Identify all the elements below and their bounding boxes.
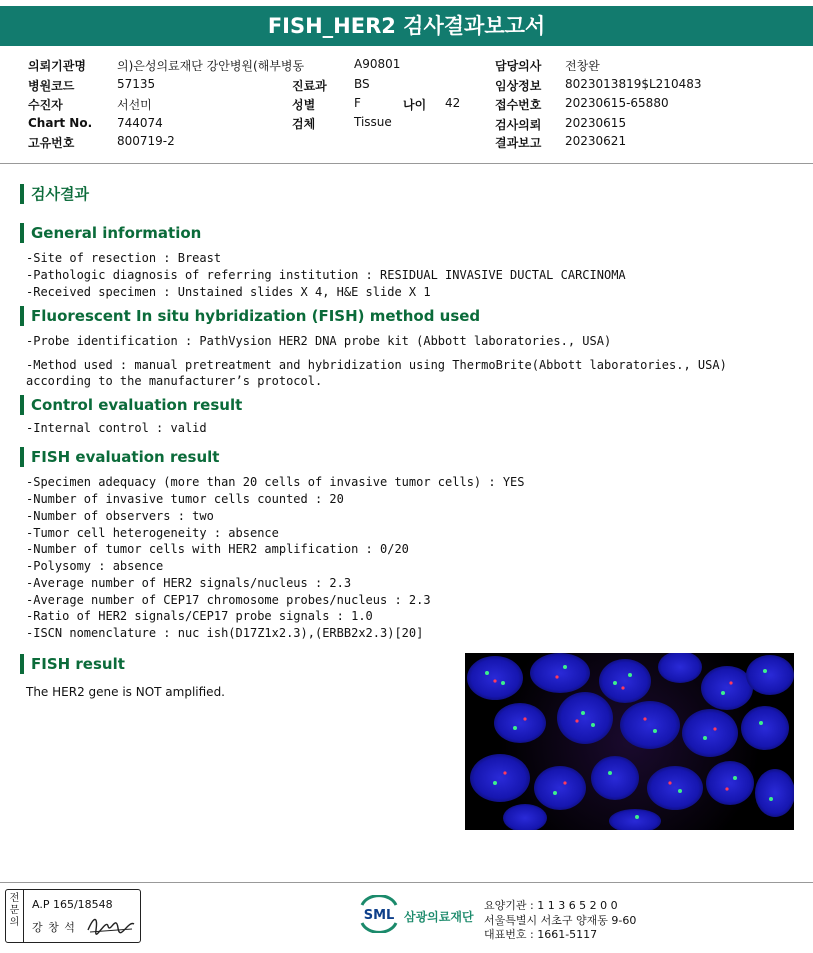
clinical-info-value: 8023013819$L210483 — [565, 77, 702, 91]
sex-label: 성별 — [292, 98, 316, 112]
control-title: Control evaluation result — [20, 395, 242, 415]
evaluation-line: -Specimen adequacy (more than 20 cells of invasive tumor cells) : YES — [26, 475, 525, 489]
header-divider — [0, 163, 813, 164]
evaluation-line: -Ratio of HER2 signals/CEP17 probe signals : 1.0 — [26, 609, 373, 623]
age-label: 나이 — [403, 98, 427, 112]
pathologist-stamp — [5, 889, 141, 943]
logo-mark-text: SML — [363, 908, 395, 923]
evaluation-line: -Average number of HER2 signals/nucleus : 2.3 — [26, 576, 352, 590]
hospital-code-value: 57135 — [117, 77, 156, 91]
evaluation-line: -ISCN nomenclature : nuc ish(D17Z1x2.3),(ERBB2x2.3)[20] — [26, 626, 424, 640]
evaluation-line: -Tumor cell heterogeneity : absence — [26, 526, 279, 540]
fish-result-title: FISH result — [20, 654, 125, 674]
signature-icon — [86, 912, 136, 936]
fish-microscopy-image — [465, 653, 794, 830]
evaluation-title: FISH evaluation result — [20, 447, 219, 467]
receipt-no-label: 접수번호 — [495, 98, 542, 112]
stamp-name: 강 창 석 — [32, 921, 76, 934]
report-date-label: 결과보고 — [495, 136, 542, 150]
stamp-side-label: 전문의 — [6, 890, 24, 942]
specimen-value: Tissue — [354, 115, 392, 129]
chart-no-value: 744074 — [117, 116, 163, 130]
patient-value: 서선미 — [117, 98, 152, 112]
phone: 대표번호 : 1661-5117 — [484, 928, 598, 941]
fish-result-text: The HER2 gene is NOT amplified. — [26, 685, 225, 699]
institution-value: 의)은성의료재단 강안병원(해부병동 — [117, 59, 305, 73]
dept-label: 진료과 — [292, 79, 327, 93]
dept-value: BS — [354, 77, 370, 91]
request-date-label: 검사의뢰 — [495, 118, 542, 132]
patient-label: 수진자 — [28, 98, 63, 112]
probe-line: -Probe identification : PathVysion HER2 DNA probe kit (Abbott laboratories., USA) — [26, 334, 612, 348]
sml-logo-icon — [356, 895, 402, 933]
specimen-label: 검체 — [292, 117, 316, 131]
report-title: FISH_HER2 검사결과보고서 — [0, 6, 813, 46]
doctor-label: 담당의사 — [495, 59, 542, 73]
general-line: -Site of resection : Breast — [26, 251, 222, 265]
logo-name: 삼광의료재단 — [404, 910, 474, 924]
evaluation-line: -Number of tumor cells with HER2 amplification : 0/20 — [26, 542, 409, 556]
evaluation-line: -Average number of CEP17 chromosome probes/nucleus : 2.3 — [26, 593, 431, 607]
hospital-code-label: 병원코드 — [28, 79, 75, 93]
method-title: Fluorescent In situ hybridization (FISH) method used — [20, 306, 480, 326]
footer-divider — [0, 882, 813, 883]
evaluation-line: -Number of observers : two — [26, 509, 214, 523]
control-line: -Internal control : valid — [26, 421, 207, 435]
clinical-info-label: 임상정보 — [495, 79, 542, 93]
age-value: 42 — [445, 96, 461, 110]
general-line: -Pathologic diagnosis of referring institution : RESIDUAL INVASIVE DUCTAL CARCINOMA — [26, 268, 626, 282]
general-line: -Received specimen : Unstained slides X 4, H&E slide X 1 — [26, 285, 431, 299]
doctor-value: 전창완 — [565, 59, 600, 73]
unique-no-value: 800719-2 — [117, 134, 175, 148]
institution-code: 요양기관 : 1 1 3 6 5 2 0 0 — [484, 899, 618, 912]
fish-nuclei-illustration — [465, 653, 794, 830]
stamp-license: A.P 165/18548 — [32, 898, 113, 911]
sex-value: F — [354, 96, 361, 110]
unique-no-label: 고유번호 — [28, 136, 75, 150]
evaluation-line: -Number of invasive tumor cells counted : 20 — [26, 492, 344, 506]
extra-value: A90801 — [354, 57, 401, 71]
address: 서울특별시 서초구 양재동 9-60 — [484, 914, 637, 927]
sml-logo — [356, 895, 402, 937]
institution-label: 의뢰기관명 — [28, 59, 86, 73]
evaluation-line: -Polysomy : absence — [26, 559, 164, 573]
method-line: -Method used : manual pretreatment and hybridization using ThermoBrite(Abbott laboratories., USA) according to the manufacturer’s protocol. — [26, 358, 727, 388]
general-title: General information — [20, 223, 201, 243]
result-heading: 검사결과 — [20, 184, 89, 204]
request-date-value: 20230615 — [565, 116, 627, 130]
receipt-no-value: 20230615-65880 — [565, 96, 669, 110]
report-date-value: 20230621 — [565, 134, 627, 148]
chart-no-label: Chart No. — [28, 116, 93, 130]
